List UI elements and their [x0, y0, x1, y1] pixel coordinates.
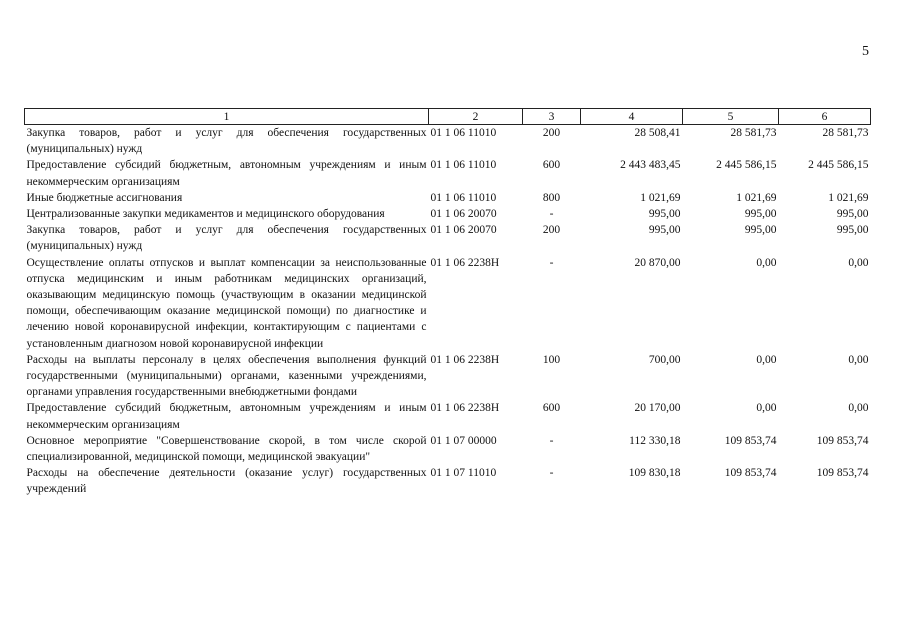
row-code: 01 1 06 11010 [430, 191, 497, 204]
row-code: 01 1 07 11010 [430, 467, 497, 480]
table-row [25, 255, 871, 352]
row-code: 01 1 07 00000 [430, 434, 497, 447]
table-row [25, 206, 871, 222]
header-col-3: 3 [523, 109, 581, 125]
row-code: 01 1 06 2238Н [430, 256, 500, 269]
row-name: Предоставление субсидий бюджетным, автономным учреждениям и иным некоммерческим организациям [26, 402, 427, 431]
table-row [25, 400, 871, 432]
row-vr: 100 [542, 353, 561, 366]
row-value-2: 995,00 [744, 224, 777, 237]
row-name: Осуществление оплаты отпусков и выплат компенсации за неиспользованные отпуска медицинским и иным работникам медицинских организаций, оказывающим медицинскую помощь (участвующим в оказании медицинской помощи, обеспечивающим оказание медицинской помощи) по диагностике и лечению новой коронавирусной инфекции, контактирующим с пациентами с установленным диагнозом новой коронавирусной инфекции [26, 256, 427, 350]
row-value-1: 700,00 [648, 353, 681, 366]
header-col-5: 5 [683, 109, 779, 125]
row-vr: - [549, 467, 554, 480]
row-code: 01 1 06 2238Н [430, 353, 500, 366]
header-col-1: 1 [25, 109, 429, 125]
row-value-1: 112 330,18 [629, 434, 681, 447]
header-row [25, 109, 871, 125]
table-row [25, 157, 871, 189]
table-header [25, 109, 871, 125]
row-code: 01 1 06 20070 [430, 208, 497, 221]
row-value-3: 2 445 586,15 [808, 159, 869, 172]
row-value-3: 995,00 [836, 224, 869, 237]
header-col-6: 6 [779, 109, 871, 125]
row-value-3: 1 021,69 [828, 191, 869, 204]
header-col-4: 4 [581, 109, 683, 125]
budget-table [24, 108, 871, 498]
row-value-3: 0,00 [848, 353, 869, 366]
row-vr: - [549, 256, 554, 269]
row-code: 01 1 06 11010 [430, 127, 497, 139]
row-code: 01 1 06 20070 [430, 224, 497, 237]
row-value-3: 109 853,74 [816, 467, 869, 480]
table-row [25, 125, 871, 158]
row-value-3: 995,00 [836, 208, 869, 221]
row-vr: 600 [542, 402, 561, 415]
row-vr: - [549, 434, 554, 447]
row-vr: 600 [542, 159, 561, 172]
row-value-1: 20 870,00 [634, 256, 681, 269]
table-row [25, 352, 871, 401]
table-body [25, 125, 871, 498]
page-number: 5 [862, 44, 869, 59]
row-vr: 800 [542, 191, 561, 204]
table-row [25, 465, 871, 497]
row-name: Основное мероприятие "Совершенствование скорой, в том числе скорой специализированной, медицинской помощи, медицинской эвакуации" [26, 434, 427, 464]
header-col-2: 2 [429, 109, 523, 125]
table-row [25, 222, 871, 254]
row-vr: 200 [542, 224, 561, 237]
row-name: Предоставление субсидий бюджетным, автономным учреждениям и иным некоммерческим организациям [26, 159, 427, 188]
row-value-2: 28 581,73 [730, 127, 777, 139]
row-value-2: 109 853,74 [724, 467, 777, 480]
row-value-1: 995,00 [648, 208, 681, 221]
row-value-2: 2 445 586,15 [716, 159, 777, 172]
row-value-1: 109 830,18 [628, 467, 681, 480]
row-value-2: 0,00 [756, 256, 777, 269]
row-value-1: 28 508,41 [634, 127, 681, 139]
row-value-2: 0,00 [756, 353, 777, 366]
table-row [25, 433, 871, 465]
row-code: 01 1 06 11010 [430, 159, 497, 172]
row-vr: 200 [542, 127, 561, 139]
row-vr: - [549, 208, 554, 221]
row-value-1: 1 021,69 [640, 191, 681, 204]
row-value-2: 109 853,74 [724, 434, 777, 447]
row-value-1: 995,00 [648, 224, 681, 237]
row-name: Закупка товаров, работ и услуг для обеспечения государственных (муниципальных) нужд [26, 224, 427, 253]
row-value-2: 0,00 [756, 402, 777, 415]
row-value-3: 28 581,73 [822, 127, 869, 139]
row-name: Расходы на обеспечение деятельности (оказание услуг) государственных учреждений [26, 467, 427, 496]
row-name: Иные бюджетные ассигнования [26, 191, 183, 204]
row-value-1: 2 443 483,45 [620, 159, 681, 172]
row-value-3: 109 853,74 [816, 434, 869, 447]
row-name: Закупка товаров, работ и услуг для обеспечения государственных (муниципальных) нужд [26, 127, 427, 156]
row-value-3: 0,00 [848, 402, 869, 415]
row-name: Централизованные закупки медикаментов и медицинского оборудования [26, 208, 385, 221]
table-row [25, 190, 871, 206]
row-name: Расходы на выплаты персоналу в целях обеспечения выполнения функций государственными (муниципальными) органами, казенными учреждениями, органами управления государственными внебюджетными фондами [26, 353, 427, 399]
row-value-2: 995,00 [744, 208, 777, 221]
row-code: 01 1 06 2238Н [430, 402, 500, 415]
row-value-2: 1 021,69 [736, 191, 777, 204]
row-value-1: 20 170,00 [634, 402, 681, 415]
row-value-3: 0,00 [848, 256, 869, 269]
